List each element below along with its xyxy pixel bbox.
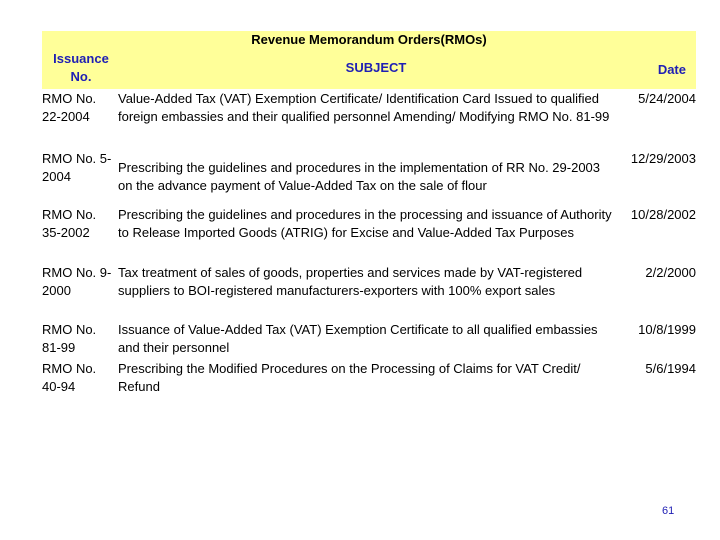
rmo-subject: Prescribing the guidelines and procedures in the processing and issuance of Authority to Release Imported Goods (ATRIG) for Excise and Value-Added Tax Purposes [118, 207, 612, 240]
rmo-number: RMO No. 40-94 [42, 361, 97, 394]
rmo-date: 10/8/1999 [638, 322, 696, 337]
table-title: Revenue Memorandum Orders(RMOs) [42, 31, 696, 49]
page-number: 61 [662, 505, 675, 517]
header-subject: SUBJECT [345, 60, 407, 75]
header-issuance-no: Issuance No. [53, 51, 109, 84]
header-date: Date [657, 62, 686, 77]
rmo-number: RMO No. 22-2004 [42, 91, 97, 124]
rmo-number: RMO No. 5-2004 [42, 151, 112, 184]
rmo-date: 2/2/2000 [645, 265, 696, 280]
rmo-date: 10/28/2002 [630, 207, 696, 222]
rmo-subject: Tax treatment of sales of goods, properties and services made by VAT-registered suppliers to BOI-registered manufacturers-exporters with 100% export sales [118, 265, 583, 298]
rmo-date: 5/6/1994 [645, 361, 696, 376]
rmo-subject: Prescribing the guidelines and procedures in the implementation of RR No. 29-2003 on the advance payment of Value-Added Tax on the sale of flour [118, 160, 601, 193]
rmo-date: 12/29/2003 [630, 151, 696, 166]
rmo-number: RMO No. 9-2000 [42, 265, 112, 298]
rmo-date: 5/24/2004 [638, 91, 696, 106]
table-header [42, 49, 696, 89]
rmo-subject: Value-Added Tax (VAT) Exemption Certificate/ Identification Card Issued to qualified foreign embassies and their qualified personnel Amending/ Modifying RMO No. 81-99 [118, 91, 610, 124]
rmo-number: RMO No. 35-2002 [42, 207, 97, 240]
rmo-number: RMO No. 81-99 [42, 322, 97, 355]
rmo-subject: Prescribing the Modified Procedures on the Processing of Claims for VAT Credit/ Refund [118, 361, 581, 394]
rmo-subject: Issuance of Value-Added Tax (VAT) Exemption Certificate to all qualified embassies and their personnel [118, 322, 598, 355]
